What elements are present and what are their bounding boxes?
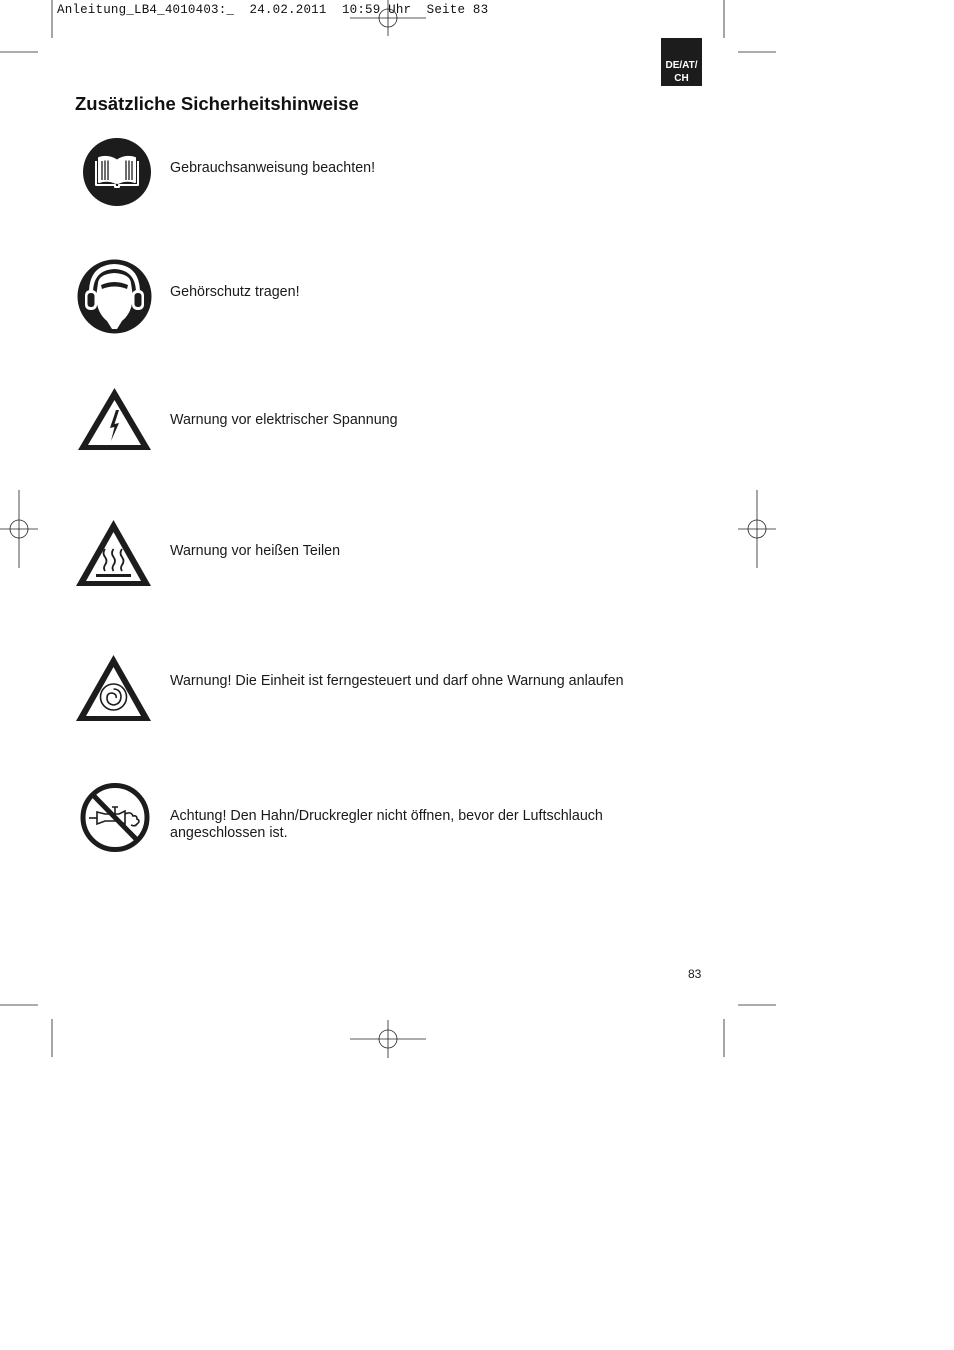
registration-mark-top	[350, 0, 426, 36]
electric-voltage-warning-icon	[76, 386, 153, 452]
sign-text-hot-surface: Warnung vor heißen Teilen	[170, 543, 341, 559]
ear-protection-icon	[77, 259, 152, 334]
no-open-valve-icon	[79, 781, 151, 854]
language-tab-line-1: DE/AT/	[665, 60, 698, 71]
sign-text-no-open-valve: Achtung! Den Hahn/Druckregler nicht öffnen, bevor der Luftschlauch angeschlossen ist.	[170, 808, 603, 841]
registration-mark-bottom	[350, 1020, 426, 1058]
sign-text-automatic-start: Warnung! Die Einheit ist ferngesteuert und darf ohne Warnung anlaufen	[170, 673, 624, 689]
read-manual-icon	[82, 137, 152, 207]
print-header: Anleitung_LB4_4010403:_ 24.02.2011 10:59 Uhr Seite 83	[57, 3, 489, 17]
sign-text-electric-voltage: Warnung vor elektrischer Spannung	[170, 412, 398, 428]
sign-text-ear-protection: Gehörschutz tragen!	[170, 284, 300, 300]
language-tab	[661, 38, 702, 86]
hot-surface-warning-icon	[74, 518, 153, 588]
registration-mark-left	[0, 490, 38, 568]
automatic-start-warning-icon	[74, 653, 153, 723]
page-number: 83	[688, 967, 702, 981]
sign-text-read-manual: Gebrauchsanweisung beachten!	[170, 160, 376, 176]
section-title: Zusätzliche Sicherheitshinweise	[75, 93, 359, 114]
registration-mark-right	[738, 490, 776, 568]
language-tab-line-2: CH	[674, 73, 689, 84]
